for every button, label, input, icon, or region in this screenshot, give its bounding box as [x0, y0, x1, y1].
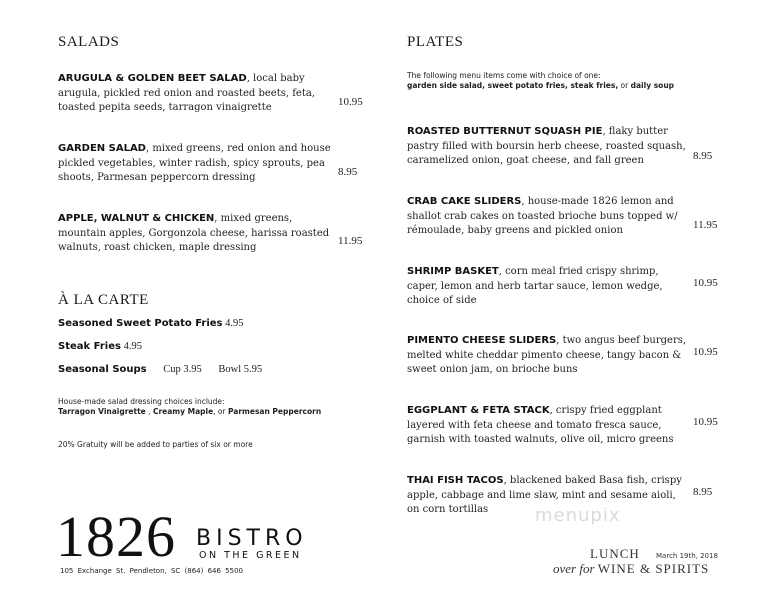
a-la-carte-heading: À LA CARTE — [58, 292, 149, 308]
menu-item-arugula — [58, 72, 333, 116]
menu-item-butternut-squash-pie — [407, 125, 689, 169]
item-price: 8.95 — [338, 166, 358, 178]
item-desc: , mixed greens, red onion and house pickled vegetables, winter radish, spicy sprouts, pea shoots, Parmesan peppercorn dressing — [58, 143, 331, 183]
menu-item-crab-cake-sliders — [407, 195, 689, 239]
item-price: 10.95 — [693, 416, 718, 428]
item-desc: , local baby arugula, pickled red onion and roasted beets, feta, toasted pepita seeds, tarragon vinaigrette — [58, 73, 315, 113]
item-price: 10.95 — [693, 277, 718, 289]
item-desc: , mixed greens, mountain apples, Gorgonzola cheese, harissa roasted walnuts, roast chicken, maple dressing — [58, 213, 330, 253]
carte-sweet-potato-fries — [58, 318, 244, 329]
item-price: 4.95 — [225, 318, 244, 329]
dressing-intro: House-made salad dressing choices include: — [58, 397, 225, 406]
item-price: 11.95 — [693, 219, 718, 231]
item-desc: , two angus beef burgers, melted white cheddar pimento cheese, tangy bacon & sweet onion jam, on brioche buns — [407, 335, 687, 375]
item-name: ROASTED BUTTERNUT SQUASH PIE — [407, 126, 603, 137]
dressing-tarragon: Tarragon Vinaigrette — [58, 407, 146, 416]
carte-steak-fries — [58, 341, 142, 352]
logo-on-the-green: ON THE GREEN — [199, 550, 302, 561]
item-name: EGGPLANT & FETA STACK — [407, 405, 550, 416]
logo-number: 1826 — [56, 504, 176, 569]
restaurant-address: 105 Exchange St. Pendleton, SC (864) 646 5500 — [60, 567, 243, 575]
item-desc: , blackened baked Basa fish, crispy apple, cabbage and lime slaw, mint and sesame aioli, on corn tortillas — [407, 475, 682, 515]
carte-seasonal-soups — [58, 364, 262, 375]
item-price: 8.95 — [693, 150, 713, 162]
footer-date: March 19th, 2018 — [656, 552, 718, 560]
plates-choices-last: daily soup — [630, 81, 675, 90]
menu-item-eggplant-feta-stack — [407, 404, 689, 448]
item-name: PIMENTO CHEESE SLIDERS — [407, 335, 557, 346]
cup-price: 3.95 — [183, 364, 202, 375]
plates-sides-note — [407, 71, 707, 91]
item-price: 11.95 — [338, 235, 363, 247]
item-name: Seasonal Soups — [58, 364, 147, 375]
bowl-label: Bowl — [218, 364, 242, 375]
cup-label: Cup — [163, 364, 181, 375]
logo-bistro: BISTRO — [196, 526, 308, 551]
menu-item-pimento-cheese-sliders — [407, 334, 689, 378]
menu-item-shrimp-basket — [407, 265, 689, 309]
dressing-parmesan: Parmesan Peppercorn — [227, 407, 322, 416]
item-name: SHRIMP BASKET — [407, 266, 499, 277]
item-name: CRAB CAKE SLIDERS — [407, 196, 522, 207]
over-for-text: over for — [553, 561, 595, 576]
item-name: THAI FISH TACOS — [407, 475, 504, 486]
plates-intro: The following menu items come with choice of one: — [407, 71, 601, 80]
wine-spirits-text: WINE & SPIRITS — [597, 561, 710, 576]
item-desc: , flaky butter pastry filled with boursin herb cheese, roasted squash, caramelized onion, goat cheese, and fall green — [407, 126, 686, 166]
plates-heading: PLATES — [407, 34, 464, 50]
item-name: GARDEN SALAD — [58, 143, 146, 154]
item-name: APPLE, WALNUT & CHICKEN — [58, 213, 215, 224]
menu-item-garden-salad — [58, 142, 333, 186]
footer-over-for — [553, 561, 709, 577]
dressing-sep: , — [145, 407, 153, 416]
watermark: menupix — [535, 505, 621, 526]
gratuity-note: 20% Gratuity will be added to parties of six or more — [58, 440, 253, 449]
item-price: 8.95 — [693, 486, 713, 498]
item-desc: , crispy fried eggplant layered with feta cheese and tomato fresca sauce, garnish with toasted walnuts, olive oil, micro greens — [407, 405, 674, 445]
item-price: 10.95 — [338, 96, 363, 108]
salads-heading: SALADS — [58, 34, 120, 50]
menu-item-apple-walnut-chicken — [58, 212, 333, 256]
dressing-note — [58, 397, 358, 417]
dressing-maple: Creamy Maple — [152, 407, 214, 416]
item-desc: , house-made 1826 lemon and shallot crab cakes on toasted brioche buns topped w/ rémoulade, baby greens and pickled onion — [407, 196, 678, 236]
dressing-or: , or — [213, 407, 228, 416]
item-name: ARUGULA & GOLDEN BEET SALAD — [58, 73, 247, 84]
plates-choices: garden side salad, sweet potato fries, steak fries, — [407, 81, 619, 90]
plates-choices-or: or — [618, 81, 631, 90]
item-price: 10.95 — [693, 346, 718, 358]
bowl-price: 5.95 — [243, 364, 263, 375]
item-desc: , corn meal fried crispy shrimp, caper, lemon and herb tartar sauce, lemon wedge, choice of side — [407, 266, 663, 306]
footer-lunch: LUNCH — [590, 546, 640, 561]
item-name: Seasoned Sweet Potato Fries — [58, 318, 223, 329]
item-price: 4.95 — [123, 341, 142, 352]
item-name: Steak Fries — [58, 341, 121, 352]
